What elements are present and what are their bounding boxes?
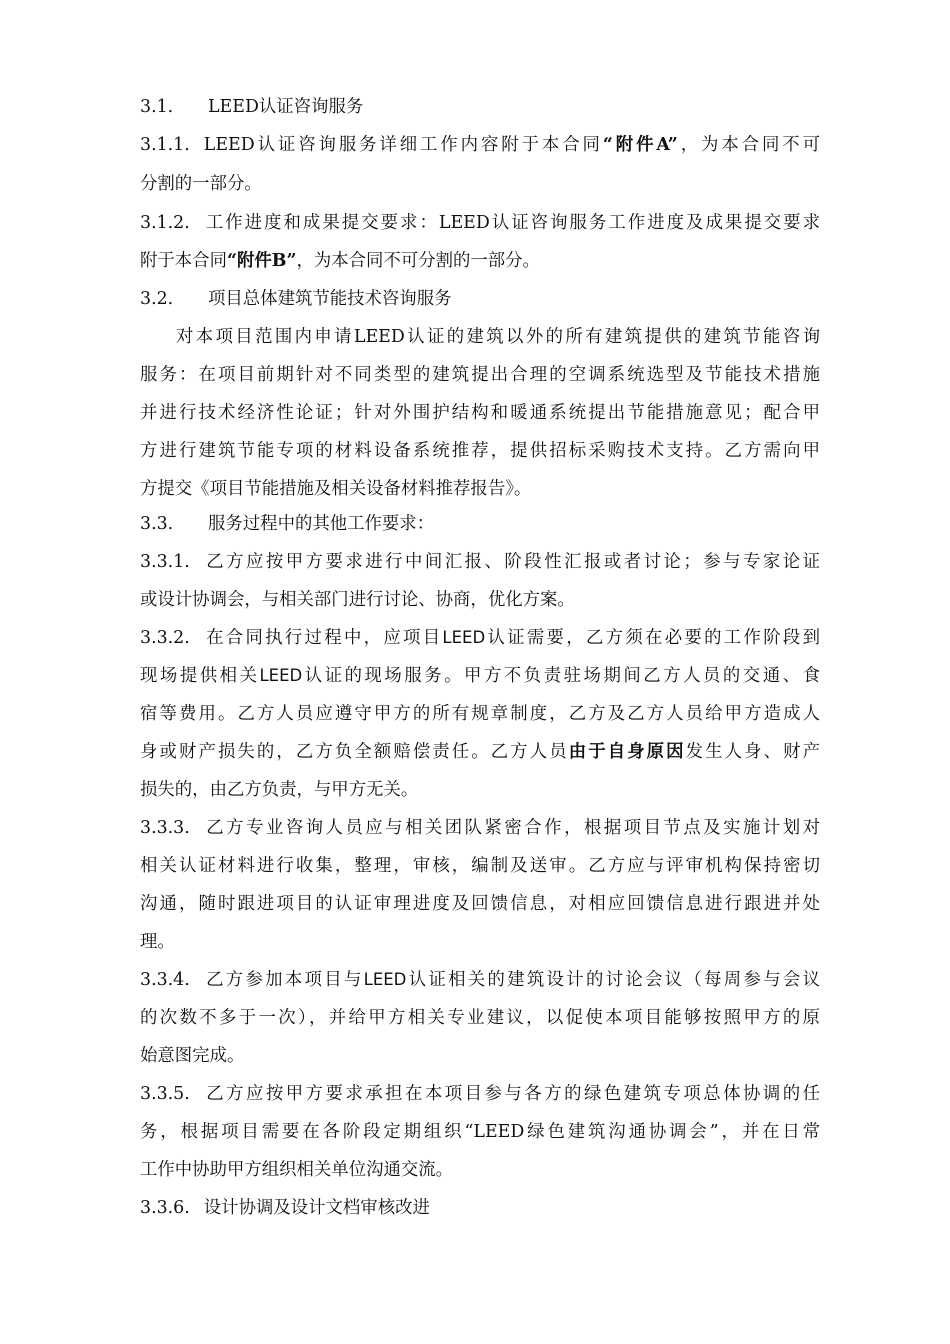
clause-3-1-2-line-2 (140, 241, 820, 281)
text: 现场提供相关 (140, 666, 260, 686)
section-3-1-heading (140, 87, 820, 127)
text: LEED认证咨询服务详细工作内容附于本合同 (203, 135, 603, 155)
annex-a-reference: “附件A” (602, 135, 678, 155)
text: 附于本合同 (140, 251, 227, 271)
text: 认证的现场服务。甲方不负责驻场期间乙方人员的交通、食 (302, 666, 820, 686)
clause-3-3-3-line-4: 理。 (140, 932, 175, 952)
section-number: 3.3. (140, 514, 174, 534)
clause-3-3-3-line-2: 相关认证材料进行收集，整理，审核，编制及送审。乙方应与评审机构保持密切 (140, 856, 820, 876)
leed-term: LEED (363, 970, 407, 989)
clause-number: 3.3.4. (140, 970, 190, 990)
text: 发生人身、财产 (685, 742, 820, 762)
leed-term: LEED (442, 628, 486, 647)
paragraph-line: 服务：在项目前期针对不同类型的建筑提出合理的空调系统选型及节能技术措施 (140, 365, 820, 385)
clause-number: 3.1.1. (140, 135, 190, 155)
clause-3-3-3-line-3: 沟通，随时跟进项目的认证审理进度及回馈信息，对相应回馈信息进行跟进并处 (140, 894, 820, 914)
clause-3-3-1-line-2: 或设计协调会，与相关部门进行讨论、协商，优化方案。 (140, 590, 575, 610)
clause-3-3-2-line-4 (140, 732, 820, 772)
text: 乙方专业咨询人员应与相关团队紧密合作，根据项目节点及实施计划对 (203, 818, 820, 838)
clause-3-3-4-line-2: 的次数不多于一次），并给甲方相关专业建议，以促使本项目能够按照甲方的原 (140, 1008, 820, 1028)
section-title: 项目总体建筑节能技术咨询服务 (208, 289, 452, 309)
section-3-3-heading (140, 504, 820, 544)
clause-3-3-2-line-5: 损失的，由乙方负责，与甲方无关。 (140, 780, 419, 800)
paragraph-line: 方提交《项目节能措施及相关设备材料推荐报告》。 (140, 479, 532, 499)
clause-3-3-2-line-1 (140, 618, 820, 658)
clause-3-1-2-line-1 (140, 203, 820, 243)
paragraph-line: 并进行技术经济性论证；针对外围护结构和暖通系统提出节能措施意见；配合甲 (140, 403, 820, 423)
clause-number: 3.3.5. (140, 1084, 190, 1104)
text: 身或财产损失的，乙方负全额赔偿责任。乙方人员 (140, 742, 569, 762)
text: ，为本合同不可分割的一部分。 (296, 251, 540, 271)
clause-number: 3.3.3. (140, 818, 190, 838)
clause-title: 设计协调及设计文档审核改进 (203, 1198, 430, 1218)
section-3-2-heading (140, 279, 820, 319)
clause-number: 3.3.1. (140, 552, 190, 572)
clause-3-3-5-line-1 (140, 1074, 820, 1114)
clause-3-3-2-line-2 (140, 656, 820, 696)
leed-term: LEED (259, 666, 303, 685)
clause-number: 3.3.2. (140, 628, 190, 648)
clause-3-3-5-line-3: 工作中协助甲方组织相关单位沟通交流。 (140, 1160, 454, 1180)
clause-3-3-4-line-1 (140, 960, 820, 1000)
section-title: LEED认证咨询服务 (208, 97, 364, 117)
clause-3-3-2-line-3: 宿等费用。乙方人员应遵守甲方的所有规章制度，乙方及乙方人员给甲方造成人 (140, 704, 820, 724)
clause-3-1-1-line-2: 分割的一部分。 (140, 174, 262, 194)
clause-3-3-4-line-3: 始意图完成。 (140, 1046, 245, 1066)
emphasis-text: 由于自身原因 (568, 742, 686, 762)
text: 认证需要，乙方须在必要的工作阶段到 (485, 628, 820, 648)
paragraph-line: 对本项目范围内申请LEED认证的建筑以外的所有建筑提供的建筑节能咨询 (176, 327, 820, 347)
paragraph-line: 方进行建筑节能专项的材料设备系统推荐，提供招标采购技术支持。乙方需向甲 (140, 441, 820, 461)
annex-b-reference: “附件B” (226, 251, 297, 271)
clause-3-3-3-line-1 (140, 808, 820, 848)
clause-number: 3.1.2. (140, 213, 190, 233)
clause-3-3-6-heading (140, 1188, 820, 1228)
text: 认证相关的建筑设计的讨论会议（每周参与会议 (406, 970, 820, 990)
clause-3-1-1-line-1 (140, 125, 820, 165)
text: ，为本合同不可 (677, 135, 820, 155)
text: 在合同执行过程中，应项目 (203, 628, 443, 648)
text: 乙方应按甲方要求进行中间汇报、阶段性汇报或者讨论；参与专家论证 (203, 552, 820, 572)
clause-3-3-1-line-1 (140, 542, 820, 582)
text: 乙方参加本项目与 (203, 970, 364, 990)
section-number: 3.1. (140, 97, 174, 117)
section-title: 服务过程中的其他工作要求： (208, 514, 435, 534)
clause-3-3-5-line-2: 务，根据项目需要在各阶段定期组织“LEED绿色建筑沟通协调会”，并在日常 (140, 1122, 820, 1142)
text: 乙方应按甲方要求承担在本项目参与各方的绿色建筑专项总体协调的任 (203, 1084, 820, 1104)
section-number: 3.2. (140, 289, 174, 309)
clause-number: 3.3.6. (140, 1198, 190, 1218)
text: 工作进度和成果提交要求：LEED认证咨询服务工作进度及成果提交要求 (203, 213, 820, 233)
